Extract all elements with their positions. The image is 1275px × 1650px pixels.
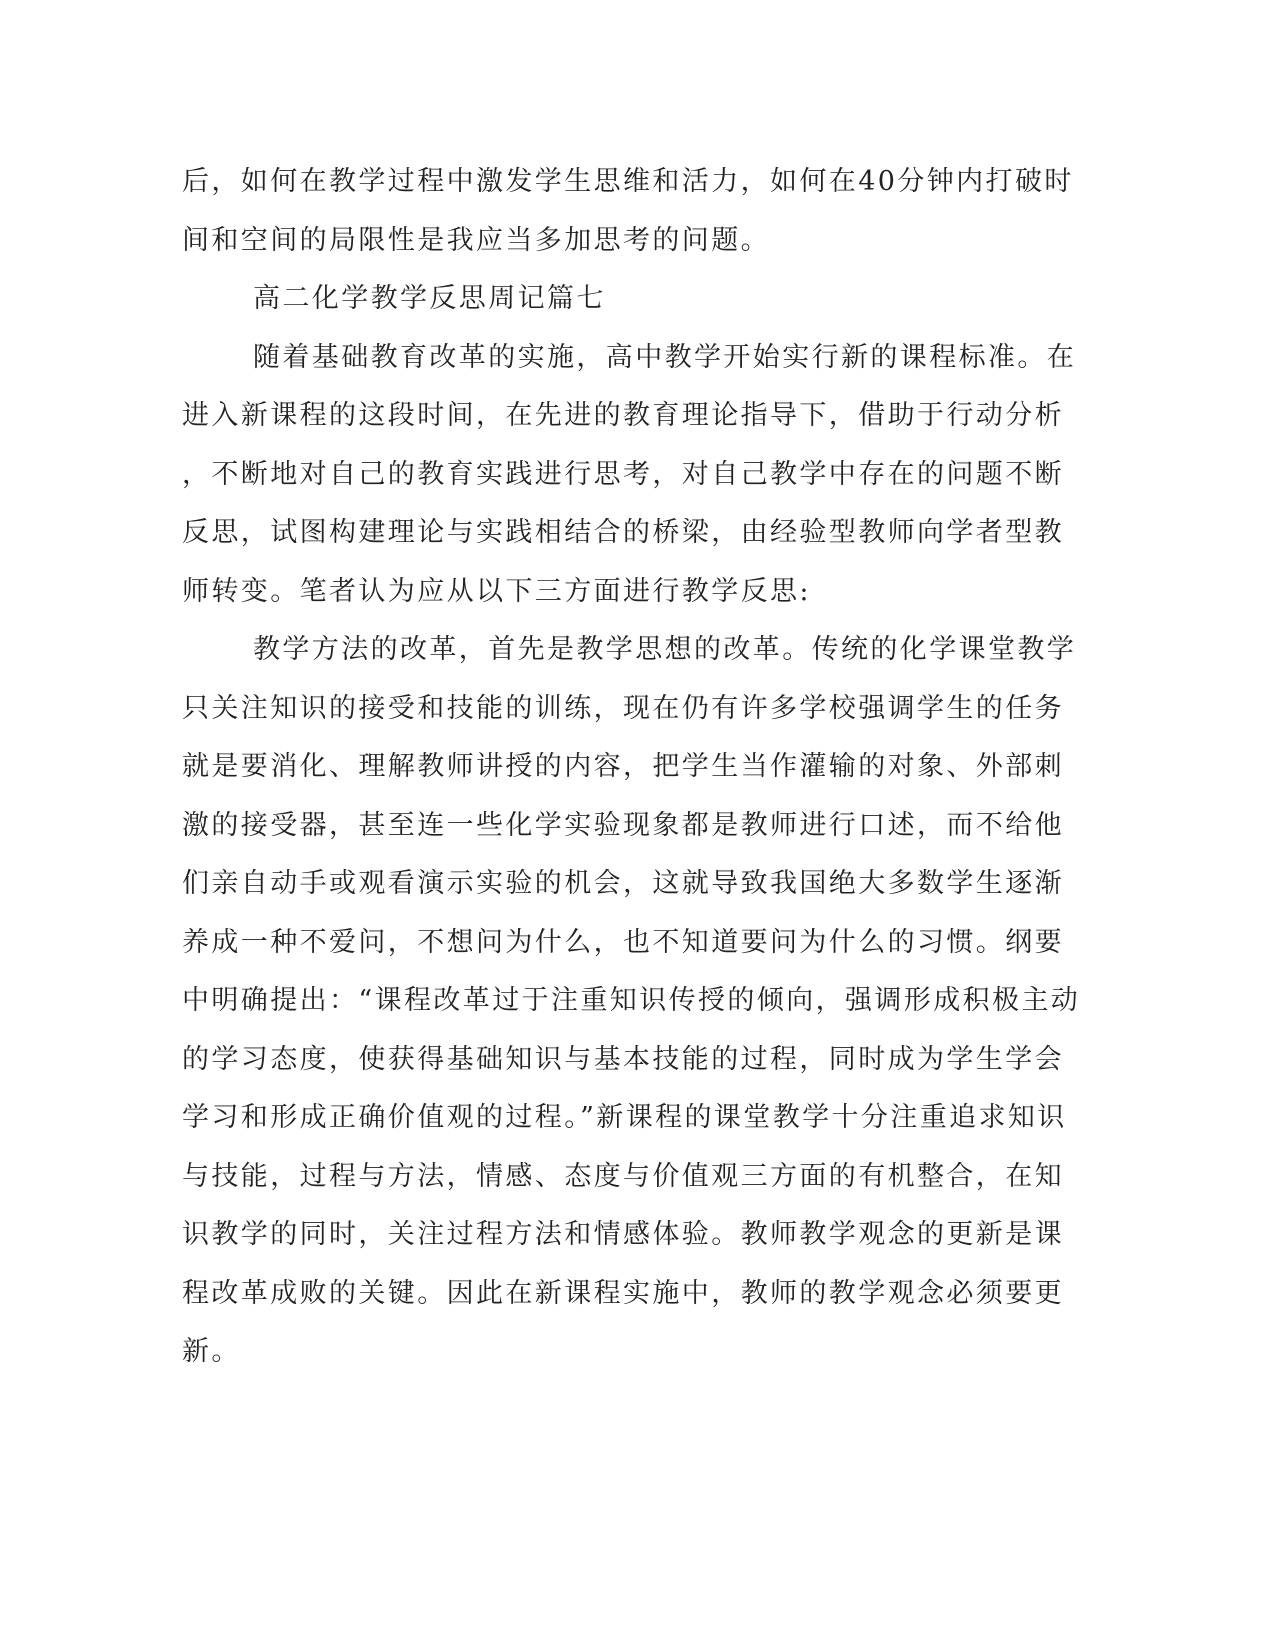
text-line: 就是要消化、理解教师讲授的内容，把学生当作灌输的对象、外部刺: [182, 751, 1064, 782]
text-line: ，不断地对自己的教育实践进行思考，对自己教学中存在的问题不断: [182, 459, 1064, 490]
text-line: 师转变。笔者认为应从以下三方面进行教学反思:: [182, 576, 811, 607]
text-line: 后，如何在教学过程中激发学生思维和活力，如何在40分钟内打破时: [182, 166, 1074, 197]
text-line: 识教学的同时，关注过程方法和情感体验。教师教学观念的更新是课: [182, 1219, 1064, 1250]
text-line: 们亲自动手或观看演示实验的机会，这就导致我国绝大多数学生逐渐: [182, 868, 1064, 899]
text-line: 与技能，过程与方法，情感、态度与价值观三方面的有机整合，在知: [182, 1161, 1064, 1192]
text-line: 程改革成败的关键。因此在新课程实施中，教师的教学观念必须要更: [182, 1278, 1064, 1309]
text-line: 学习和形成正确价值观的过程。”新课程的课堂教学十分注重追求知识: [182, 1102, 1067, 1133]
text-line: 新。: [182, 1336, 241, 1367]
paragraph-first-line: 教学方法的改革，首先是教学思想的改革。传统的化学课堂教学: [253, 634, 1077, 665]
text-line: 反思，试图构建理论与实践相结合的桥梁，由经验型教师向学者型教: [182, 517, 1064, 548]
text-line: 间和空间的局限性是我应当多加思考的问题。: [182, 225, 770, 256]
text-line: 只关注知识的接受和技能的训练，现在仍有许多学校强调学生的任务: [182, 693, 1064, 724]
text-line: 养成一种不爱问，不想问为什么，也不知道要问为什么的习惯。纲要: [182, 927, 1064, 958]
text-line: 的学习态度，使获得基础知识与基本技能的过程，同时成为学生学会: [182, 1044, 1064, 1075]
paragraph-first-line: 随着基础教育改革的实施，高中教学开始实行新的课程标准。在: [253, 342, 1077, 373]
text-line: 激的接受器，甚至连一些化学实验现象都是教师进行口述，而不给他: [182, 810, 1064, 841]
text-line: 中明确提出：“课程改革过于注重知识传授的倾向，强调形成积极主动: [182, 985, 1081, 1016]
text-line: 进入新课程的这段时间，在先进的教育理论指导下，借助于行动分析: [182, 400, 1064, 431]
section-heading: 高二化学教学反思周记篇七: [253, 283, 606, 314]
